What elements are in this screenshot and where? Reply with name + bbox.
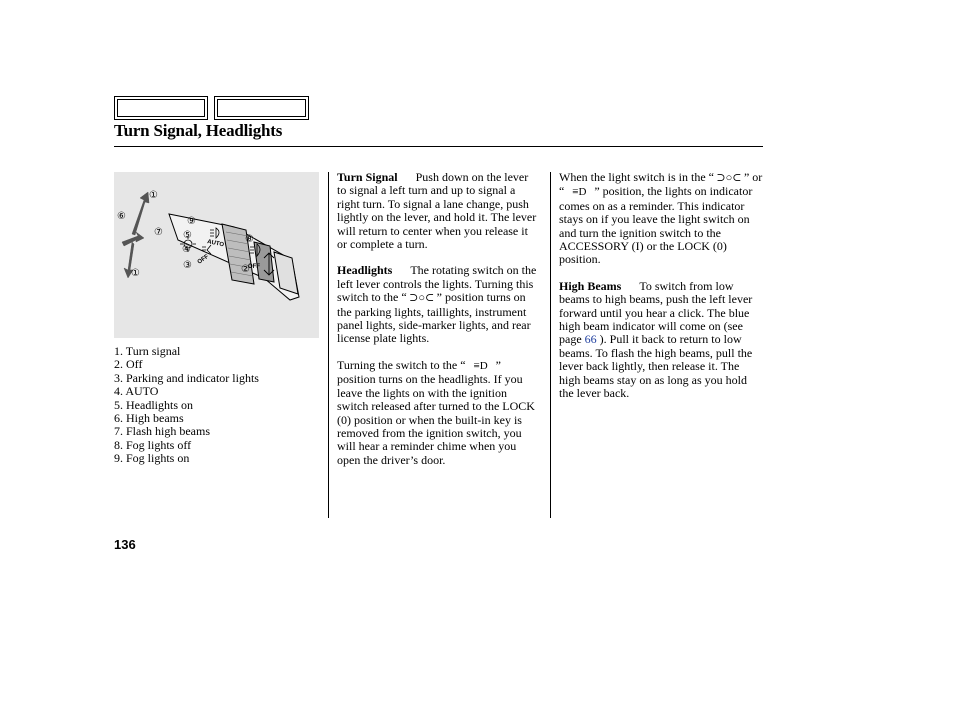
legend-item: 2. Off <box>114 357 143 372</box>
page-number: 136 <box>114 537 136 552</box>
column-divider <box>328 172 329 518</box>
headlights-paragraph <box>337 264 537 345</box>
lever-diagram <box>114 172 319 338</box>
callout-7: ⑦ <box>154 227 163 238</box>
high-beams-body: To switch from low beams to high beams, push the left lever forward until you hear a click. The blue high beam indicator will come on (see page <box>559 278 753 347</box>
callout-1-bottom: ① <box>131 268 140 279</box>
off-label: OFF <box>196 253 210 266</box>
callout-3: ③ <box>183 260 192 271</box>
turn-signal-body: Push down on the lever to signal a left turn and up to signal a right turn. To signal a lane change, push lightly on the lever, and hold it. The lever will return to center when you release it or complete a turn. <box>337 170 537 252</box>
callout-4: ④ <box>182 244 191 255</box>
lights-on-indicator-paragraph <box>559 171 763 267</box>
auto-label: AUTO <box>206 239 225 249</box>
callout-5: ⑤ <box>183 230 192 241</box>
text-column-right <box>559 171 763 401</box>
parking-lights-icon: ⊃○⊂ <box>716 172 742 184</box>
text-column-middle <box>337 171 537 467</box>
page-reference-link[interactable]: 66 <box>584 332 597 347</box>
headlights-on-body: Turning the switch to the “ <box>337 357 466 372</box>
high-beams-heading: High Beams <box>559 278 622 293</box>
nav-tab-box[interactable] <box>114 96 208 120</box>
lights-on-body-cont: ” position, the lights on indicator comes on as a reminder. This indicator stays on if you leave the light switch on and turn the ignition switch to the ACCESSORY (I) or the LOCK (0) position. <box>559 184 753 267</box>
legend-item: 5. Headlights on <box>114 397 193 412</box>
headlights-on-body-cont: ” position turns on the headlights. If you leave the lights on with the ignition switch released after turned to the LOCK (0) position or when the built-in key is removed from the ignition switch, you will hear a reminder chime when you open the driver’s door. <box>337 357 535 467</box>
turn-signal-paragraph <box>337 171 537 251</box>
legend-item: 4. AUTO <box>114 384 159 399</box>
headlights-icon: ≡D <box>473 359 488 372</box>
title-rule <box>114 146 763 147</box>
nav-tab-box[interactable] <box>214 96 309 120</box>
headlights-body: The rotating switch on the left lever controls the lights. Turning this switch to the “ <box>337 263 537 305</box>
legend-item: 1. Turn signal <box>114 344 181 358</box>
legend-item: 6. High beams <box>114 411 184 426</box>
legend-item: 7. Flash high beams <box>114 424 210 439</box>
headlights-heading: Headlights <box>337 263 393 278</box>
turn-signal-heading: Turn Signal <box>337 170 398 184</box>
callout-2: ② <box>241 264 250 275</box>
column-divider <box>550 172 551 518</box>
legend-item: 8. Fog lights off <box>114 437 192 452</box>
lever-illustration <box>114 172 319 338</box>
headlights-icon: ≡D <box>572 186 587 199</box>
callout-6: ⑥ <box>117 211 126 222</box>
figure-legend <box>114 345 259 466</box>
callout-9: ⑨ <box>187 216 196 227</box>
page-title: Turn Signal, Headlights <box>114 121 283 140</box>
legend-item: 9. Fog lights on <box>114 451 190 466</box>
headlights-on-paragraph <box>337 359 537 467</box>
high-beams-paragraph <box>559 280 763 401</box>
high-beams-body-cont: ). Pull it back to return to low beams. To flash the high beams, pull the lever back lightly, then release it. The high beams stay on as long as you hold the lever back. <box>559 332 753 401</box>
headlights-body-cont: ” position turns on the parking lights, taillights, instrument panel lights, side-marker lights, and rear license plate lights. <box>337 290 531 346</box>
callout-1-top: ① <box>149 190 158 201</box>
parking-lights-icon: ⊃○⊂ <box>409 292 435 305</box>
lights-on-body: When the light switch is in the “ <box>559 170 714 184</box>
legend-item: 3. Parking and indicator lights <box>114 370 259 385</box>
fog-off-label: OFF <box>248 264 260 270</box>
callout-8: ⑧ <box>245 234 254 245</box>
lights-on-body-or: ” or “ <box>559 170 763 199</box>
